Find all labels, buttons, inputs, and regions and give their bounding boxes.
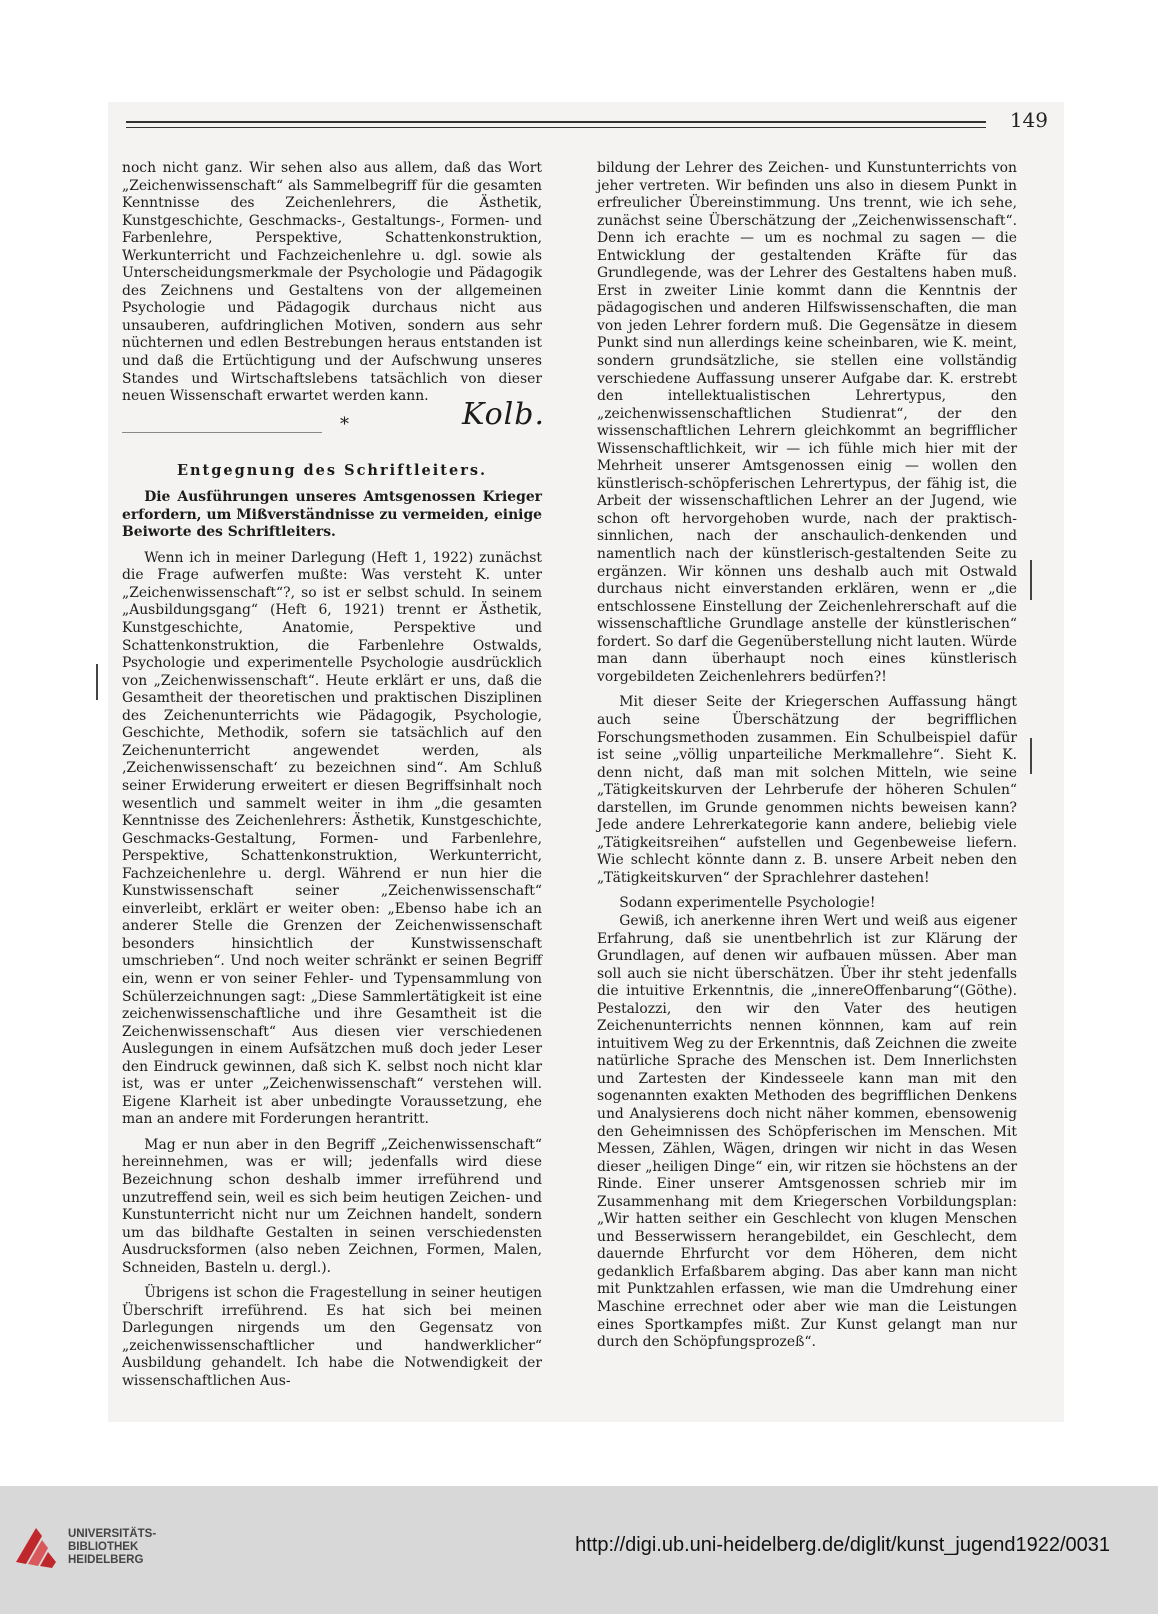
author-signature: Kolb. [462,396,546,432]
margin-mark [1030,738,1032,774]
editor-intro: Die Ausführungen unseres Amtsgenossen Krieger erfordern, um Mißverständnisse zu vermeiden, einige Beiworte des Schriftleiters. [122,489,542,541]
library-logo-icon [12,1522,60,1570]
right-column [597,160,1017,1352]
margin-mark [96,664,98,700]
left-paragraph-3: Mag er nun aber in den Begriff „Zeichenwissenschaft“ hereinnehmen, was er will; jedenfalls wird diese Bezeichnung schon deshalb immer irreführend und unzutreffend sein, weil es sich beim heutigen Zeichen- und Kunstunterricht nicht nur um Zeichnen handelt, sondern um das bildhafte Gestalten in seinen verschiedensten Ausdrucksformen (also neben Zeichnen, Formen, Malen, Schneiden, Basteln u. dergl.). [122,1136,542,1276]
left-paragraph-2: Wenn ich in meiner Darlegung (Heft 1, 1922) zunächst die Frage aufwerfen mußte: Was versteht K. unter „Zeichenwissenschaft“?, so ist er selbst schuld. In seinem „Ausbildungsgang“ (Heft 6, 1921) trennt er Ästhetik, Kunstgeschichte, Anatomie, Perspektive und Schattenkonstruktion, die Farbenlehre Ostwalds, Psychologie und experimentelle Psychologie ausdrücklich von „Zeichenwissenschaft“. Heute erklärt er uns, daß die Gesamtheit der theoretischen und praktischen Disziplinen des Zeichenunterrichts wie Pädagogik, Psychologie, Geschichte, Methodik, sofern sie tatsächlich auf den Zeichenunterricht angewendet werden, als ‚Zeichenwissenschaft‘ zu bezeichnen sind“. Am Schluß seiner Erwiderung erweitert er diesen Begriffsinhalt noch wesentlich und sammelt weiter in ihm „die gesamten Kenntnisse des Zeichenlehrers: Ästhetik, Kunstgeschichte, Geschmacks-Gestaltung, Formen- und Farbenlehre, Perspektive, Schattenkonstruktion, Werkunterricht, Fachzeichenlehre u. dergl. Während er nun hier die Kunstwissenschaft seiner „Zeichenwissenschaft“ einverleibt, erklärt er weiter oben: „Ebenso habe ich an anderer Stelle die Grenzen der Zeichenwissenschaft besonders hinsichtlich der Kunstwissenschaft umschrieben“. Und noch weiter schränkt er seinen Begriff ein, wenn er von seiner Fehler- und Typensammlung von Schülerzeichnungen sagt: „Diese Sammlertätigkeit ist eine zeichenwissenschaftliche und ihre Gesamtheit ist die Zeichenwissenschaft“ Aus diesen vier verschiedenen Auslegungen in einem Aufsätzchen muß doch jeder Leser den Eindruck gewinnen, daß sich K. selbst noch nicht klar ist, was er unter „Zeichenwissenschaft“ verstehen will. Eigene Klarheit ist aber unbedingte Voraussetzung, ehe man an andere mit Forderungen herantritt. [122,549,542,1128]
library-name-line: BIBLIOTHEK [68,1541,139,1553]
right-paragraph-1: bildung der Lehrer des Zeichen- und Kunstunterrichts von jeher vertreten. Wir befinden uns also in diesem Punkt in erfreulicher Übereinstimmung. Uns trennt, wie ich sehe, zunächst seine Überschätzung der „Zeichenwissenschaft“. Denn ich erachte — um es nochmal zu sagen — die Entwicklung der gestaltenden Kräfte für das Grundlegende, was der Lehrer des Gestaltens haben muß. Erst in zweiter Linie kommt dann die Kenntnis der pädagogischen und anderen Hilfswissenschaften, die man von jeden Lehrer fordern muß. Die Gegensätze in diesem Punkt sind nun allerdings keine scheinbaren, wie K. meint, sondern grundsätzliche, sie stellen eine vollständig verschiedene Auffassung unserer Aufgabe dar. K. erstrebt den intellektualistischen Lehrertypus, den „zeichenwissenschaftlichen Studienrat“, der den wissenschaftlichen Lehrern gleichkommt an begrifflicher Wissenschaftlichkeit, wir — ich fühle mich hier mit der Mehrheit unserer Amtsgenossen einig — wollen den künstlerisch-schöpferischen Lehrertypus, der fähig ist, die Arbeit der wissenschaftlichen Lehrer an der Jugend, wie schon oft hervorgehoben wurde, nach der praktisch-sinnlichen, nach der anschaulich-denkenden und namentlich nach der künstlerisch-gestaltenden Seite zu ergänzen. Wir können uns deshalb auch mit Ostwald durchaus nicht einverstanden erklären, wenn er „die entschlossene Einstellung der Zeichenlehrerschaft auf die wissenschaftliche Grundlage anstelle der künstlerischen“ fordert. So darf die Gegenüberstellung nicht lauten. Würde man dann überhaupt noch eines künstlerisch vorgebildeten Zeichenlehrers bedürfen?! [597,160,1017,685]
page-number: 149 [1009,108,1048,132]
right-paragraph-4: Gewiß, ich anerkenne ihren Wert und weiß aus eigener Erfahrung, daß sie unentbehrlich ist zur Klärung der Grundlagen, auf denen wir aufbauen müssen. Aber man soll auch sie nicht überschätzen. Über ihr steht jedenfalls die intuitive Erkenntnis, die „innereOffenbarung“(Göthe). Pestalozzi, den wir den Vater des heutigen Zeichenunterrichts nennen könnnen, kam auf rein intuitivem Weg zu der Erkenntnis, daß Zeichnen die zweite natürliche Sprache des Menschen ist. Dem Innerlichsten und Zartesten der Kindesseele kann man mit den sogenannten exakten Methoden des begrifflichen Denkens und Analysierens doch nicht näher kommen, ebensowenig den Geheimnissen des Schöpferischen im Menschen. Mit Messen, Zählen, Wägen, dringen wir nicht in das Wesen dieser „heiligen Dinge“ ein, wir ritzen sie höchstens an der Rinde. Einer unserer Amtsgenossen schrieb mir im Zusammenhang mit dem Kriegerschen Vorbildungsplan: „Wir hatten seither ein Geschlecht von klugen Menschen und Besserwissern herangebildet, ein Geschlecht, dem dauernde Ehrfurcht vor dem Höheren, dem nicht gedanklich Erfaßbarem abging. Das aber kann man nicht mit Punktzahlen erfassen, wie man die Umdrehung einer Maschine errechnet oder aber wie man die Leistungen eines Sportkampfes mißt. Zur Kunst gelangt man nur durch den Schöpfungsprozeß“. [597,912,1017,1351]
right-paragraph-3: Sodann experimentelle Psychologie! [619,895,876,912]
left-paragraph-4: Übrigens ist schon die Fragestellung in seiner heutigen Überschrift irreführend. Es hat sich bei meinen Darlegungen nirgends um den Gegensatz von „zeichenwissenschaftlicher und handwerklicher“ Ausbildung gehandelt. Ich habe die Notwendigkeit der wissenschaftlichen Aus- [122,1285,542,1389]
header-rule-thin [126,127,986,128]
left-paragraph-1: noch nicht ganz. Wir sehen also aus allem, daß das Wort „Zeichenwissenschaft“ als Sammelbegriff für die gesamten Kenntnisse des Zeichenlehrers, die Ästhetik, Kunstgeschichte, Geschmacks-, Gestaltungs-, Formen- und Farbenlehre, Perspektive, Schattenkonstruktion, Werkunterricht und Fachzeichenlehre u. dgl. sowie als Unterscheidungsmerkmale der Psychologie und Pädagogik des Zeichnens und Gestaltens von der allgemeinen Psychologie und Pädagogik durchaus nicht aus unsauberen, aufdringlichen Motiven, sondern aus sehr nüchternen und edlen Bestrebungen heraus entstanden ist und daß die Ertüchtigung und der Aufschwung unseres Standes und Wirtschaftslebens tatsächlich von dieser neuen Wissenschaft erwartet werden kann. [122,160,542,405]
section-divider [122,396,546,454]
right-paragraph-2: Mit dieser Seite der Kriegerschen Auffassung hängt auch seine Überschätzung der begrifflichen Forschungsmethoden zusammen. Ein Schulbeispiel dafür ist seine „völlig unparteiliche Merkmallehre“. Sieht K. denn nicht, daß man mit solchen Mitteln, wie seine „Tätigkeitskurven der Lehrberufe der höheren Schulen“ darstellen, im Grunde genommen nichts beweisen kann? Jede andere Lehrerkategorie kann andere, beliebig viele „Tätigkeitsreihen“ aufstellen und Gegenbeweise liefern. Wie schlecht könnte dann z. B. unsere Arbeit neben den „Tätigkeitskurven“ der Sprachlehrer dastehen! [597,694,1017,886]
section-heading: Entgegnung des Schriftleiters. [176,461,488,479]
footer-bar [0,1486,1158,1614]
header-rule [126,121,986,123]
library-name [68,1528,156,1567]
margin-mark [1030,560,1032,600]
library-name-line: HEIDELBERG [68,1554,144,1566]
left-column [122,160,546,1391]
source-url[interactable]: http://digi.ub.uni-heidelberg.de/diglit/kunst_jugend1922/0031 [575,1534,1110,1556]
star-ornament: * [340,413,349,435]
divider-line [122,432,322,433]
library-name-line: UNIVERSITÄTS- [68,1528,157,1540]
